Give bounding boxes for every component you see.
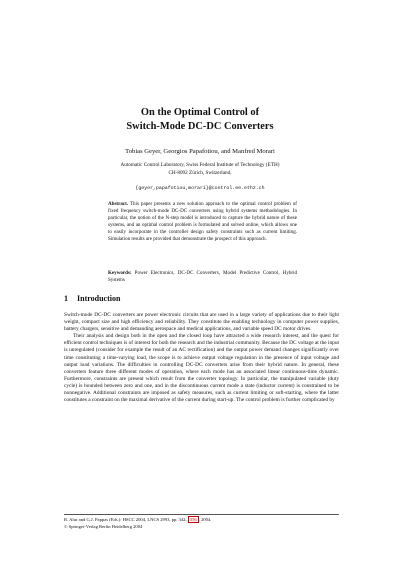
abstract-label: Abstract. — [108, 201, 129, 207]
keywords-label: Keywords: — [108, 270, 132, 276]
body-paragraph-2: Their analysis and design both in the open and the closed loop have attracted a wide research interest, and the quest for efficient control techniques is of interest for both the research and the industrial community. Because the DC voltage at the input is unregulated (consider for example the result of an AC rectification) and the output power demand changes significantly over time constituting a time-varying load, the scope is to achieve output voltage regulation in the presence of input voltage and output load variations. The difficulties in controlling DC-DC converters arise from their hybrid nature. In general, these converters feature three different modes of operation, where each mode has an associated linear continuous-time dynamic. Furthermore, constraints are present which result from the converter topology. In particular, the manipulated variable (duty cycle) is bounded between zero and one, and in the discontinuous current mode a state (inductor current) is constrained to be nonnegative. Additional constraints are imposed as safety measures, such as current limiting or soft-starting, where the latter constitutes a constraint on the maximal derivative of the current during start-up. The control problem is further complicated by — [64, 333, 339, 404]
footer-citation — [64, 517, 339, 523]
section-title: Introduction — [77, 294, 121, 303]
page-range-link[interactable]: 356 — [189, 517, 197, 522]
section-heading-introduction — [64, 294, 120, 304]
affiliation-line-2: CH-8092 Zürich, Switzerland, — [168, 169, 232, 176]
section-number: 1 — [64, 294, 68, 303]
paper-title-line-1: On the Optimal Control of — [140, 107, 260, 118]
introduction-body — [64, 312, 339, 404]
body-paragraph-1: Switch-mode DC-DC converters are power electronic circuits that are used in a large variety of applications due to their light weight, compact size and high efficiency and reliability. They constitute the enabling technology in computer power supplies, battery chargers, sensitive and demanding aerospace and medical applications, and variable speed DC motor drives. — [64, 312, 339, 333]
keywords — [108, 270, 297, 284]
footer-rule — [64, 514, 339, 515]
keywords-text: Power Electronics, DC-DC Converters, Model Predictive Control, Hybrid Systems — [108, 270, 297, 284]
abstract-text: This paper presents a new solution approach to the optimal control problem of fixed frequency switch-mode DC-DC converters using hybrid systems methodologies. In particular, the notion of the N-step model is introduced to capture the hybrid nature of these systems, and an optimal control problem is formulated and solved online, which allows one to easily incorporate in the controller design safety constraints such as current limiting. Simulation results are provided that demonstrate the prospect of this approach. — [108, 201, 297, 243]
footer-citation-prefix: R. Alur and G.J. Pappas (Eds.): HSCC 2004, LNCS 2993, pp. 342– — [64, 517, 188, 522]
abstract — [108, 201, 297, 244]
footer-citation-suffix: , 2004. — [198, 517, 212, 522]
footer-copyright: © Springer-Verlag Berlin Heidelberg 2004 — [64, 524, 143, 529]
author-list: Tobias Geyer, Georgios Papafotiou, and Manfred Morari — [125, 148, 275, 155]
paper-title-line-2: Switch-Mode DC-DC Converters — [126, 121, 274, 132]
affiliation-line-1: Automatic Control Laboratory, Swiss Federal Institute of Technology (ETH) — [120, 162, 280, 168]
author-emails: {geyer,papafotiou,morari}@control.ee.ethz.ch — [135, 185, 265, 191]
